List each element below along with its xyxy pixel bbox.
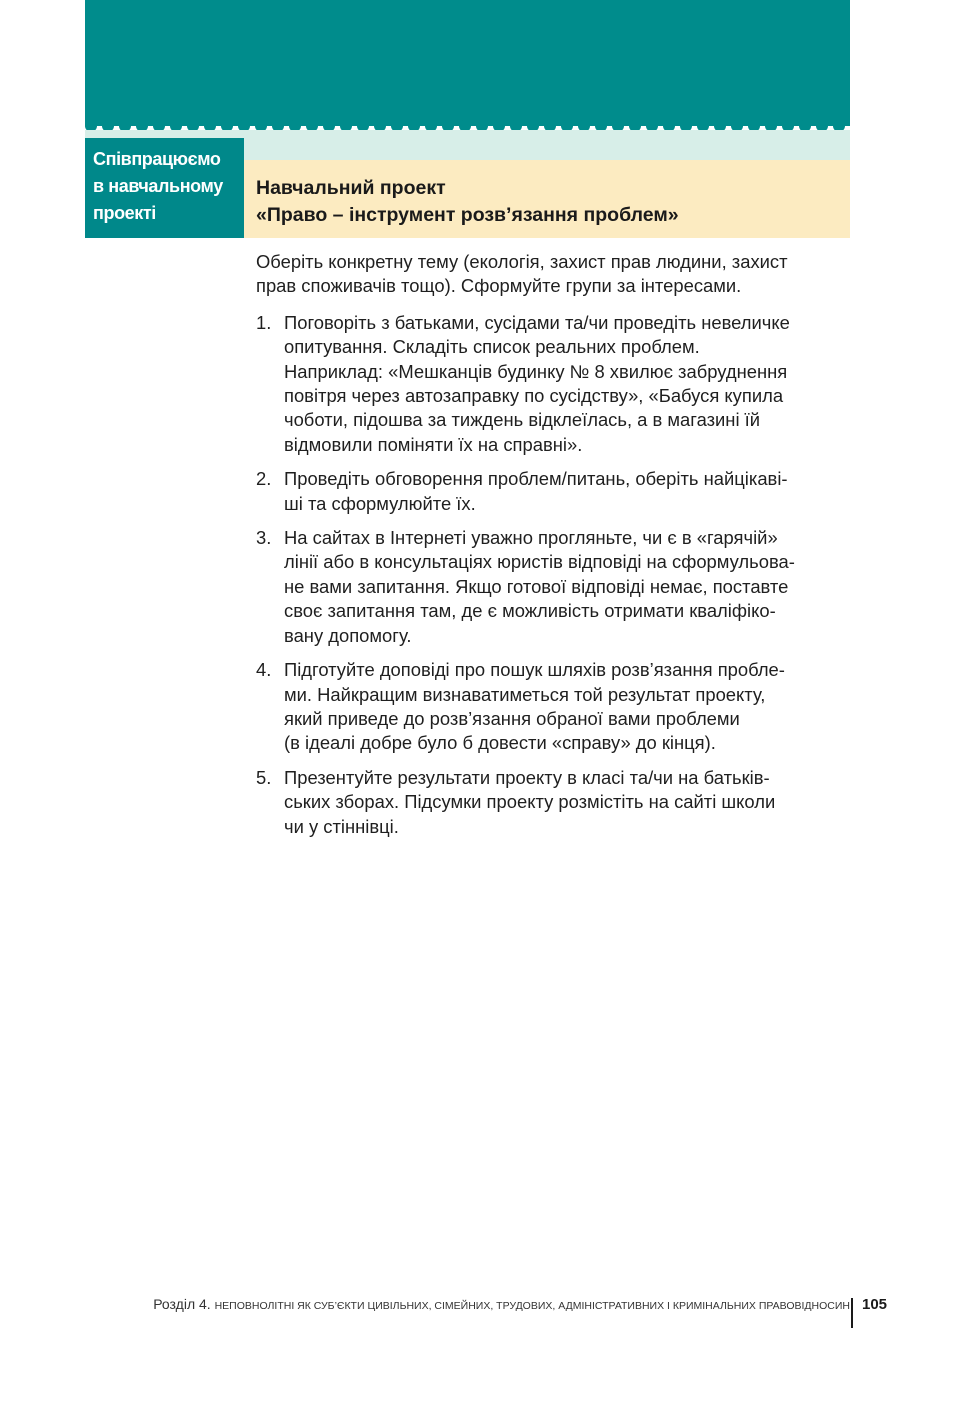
footer-section: Розділ 4. [153,1296,211,1312]
intro-paragraph [256,250,856,299]
section-label-line: в навчальному [93,176,223,196]
step-text-line: Проведіть обговорення проблем/питань, оберіть найцікаві- [284,468,788,490]
step-text-line: лінії або в консультаціях юристів відповіді на сформульова- [284,551,795,573]
step-number: 4. [256,659,272,681]
header-band [85,0,850,126]
step-number: 1. [256,311,272,333]
step-text-line: вану допомогу. [284,624,412,646]
project-title-line1: Навчальний проект [256,177,446,199]
step-number: 5. [256,766,272,788]
intro-line: Оберіть конкретну тему (екологія, захист прав людини, захист [256,251,788,272]
step-text-line: Презентуйте результати проекту в класі та/чи на батьків- [284,766,770,788]
step-text-line: відмовили поміняти їх на справні». [284,433,583,455]
step-text-line: Поговоріть з батьками, сусідами та/чи проведіть невеличке [284,311,790,333]
step-item [256,766,856,839]
footer-divider [851,1298,853,1328]
step-text-line: На сайтах в Інтернеті уважно прогляньте, чи є в «гарячій» [284,527,778,549]
step-text-line: Підготуйте доповіді про пошук шляхів розв’язання пробле- [284,659,785,681]
step-text-line: своє запитання там, де є можливість отримати кваліфіко- [284,600,776,622]
step-text-line: опитування. Складіть список реальних проблем. [284,336,700,358]
step-item [256,526,856,648]
section-label-line: Співпрацюємо [93,149,221,169]
step-text-line: ші та сформулюйте їх. [284,492,476,514]
step-item [256,311,856,457]
step-text-line: чи у стіннівці. [284,815,399,837]
step-item [256,658,856,756]
step-number: 2. [256,468,272,490]
step-text-line: не вами запитання. Якщо готової відповіді немає, поставте [284,575,789,597]
step-text-line: повітря через автозаправку по сусідству», «Бабуся купила [284,385,784,407]
page-number: 105 [862,1296,888,1313]
footer-running-title [153,1296,850,1312]
step-text-line: (в ідеалі добре було б довести «справу» до кінця). [284,732,716,754]
step-text-line: Наприклад: «Мешканців будинку № 8 хвилює забруднення [284,360,788,382]
step-text-line: ських зборах. Підсумки проекту розмістіть на сайті школи [284,791,776,813]
step-text-line: ми. Найкращим визнаватиметься той результат проекту, [284,683,766,705]
intro-line: прав споживачів тощо). Сформуйте групи за інтересами. [256,275,742,297]
footer-chapter-title: НЕПОВНОЛІТНІ ЯК СУБ’ЄКТИ ЦИВІЛЬНИХ, СІМЕЙНИХ, ТРУДОВИХ, АДМІНІСТРАТИВНИХ І КРИМІНАЛЬНИХ ПРАВОВІДНОСИН [214,1300,850,1312]
main-content [256,250,856,849]
step-number: 3. [256,527,272,549]
section-label-line: проекті [93,203,156,223]
section-label [85,138,244,238]
step-item [256,467,856,516]
step-text-line: який приведе до розв’язання обраної вами проблеми [284,707,740,729]
project-title [244,160,850,238]
project-title-line2: «Право – інструмент розв’язання проблем» [256,204,679,226]
step-text-line: чоботи, підошва за тиждень відклеїлась, а в магазині їй [284,409,761,431]
steps-list [256,311,856,839]
